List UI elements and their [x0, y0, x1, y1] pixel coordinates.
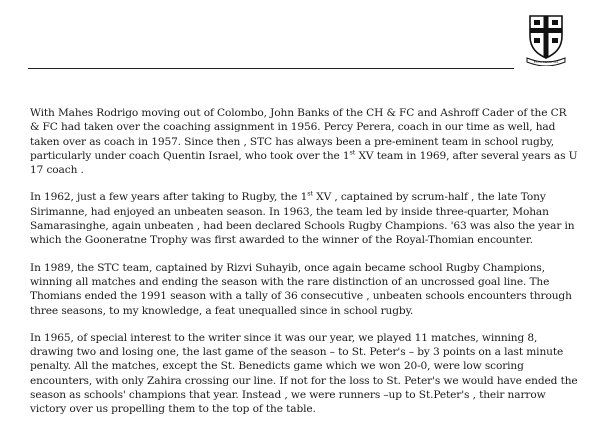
paragraph-1962-1963-seasons: In 1962, just a few years after taking to Rugby, the 1st XV , captained by scrum-half , the late Tony Sirimanne, had enjoyed an unbeaten season. In 1963, the team led by inside three-quarter, Mohan Samarasinghe, again unbeaten , had been declared Schools Rugby Champions. '63 was also the year in which the Gooneratne Trophy was first awarded to the winner of the Royal-Thomian encounter.	[30, 189, 575, 247]
paragraph-coaching-history: With Mahes Rodrigo moving out of Colombo, John Banks of the CH & FC and Ashroff Cader of the CR & FC had taken over the coaching assignment in 1956. Percy Perera, coach in our time as well, had taken over as coach in 1957. Since then , STC has always been a pre-eminent team in school rugby, particularly under coach Quentin Israel, who took over the 1st XV team in 1969, after several years as U 17 coach .	[30, 107, 578, 177]
header-divider	[28, 68, 514, 69]
article-body	[30, 106, 578, 430]
crest-motto: ESTO PERPETUA	[533, 60, 559, 65]
paragraph-1989-1991-seasons: In 1989, the STC team, captained by Rizvi Suhayib, once again became school Rugby Champions, winning all matches and ending the season with the rare distinction of an uncrossed goal line. The Thomians ended the 1991 season with a tally of 36 consecutive , unbeaten schools encounters through three seasons, to my knowledge, a feat unequalled since in school rugby.	[30, 261, 572, 317]
paragraph-1965-season: In 1965, of special interest to the writer since it was our year, we played 11 matches, winning 8, drawing two and losing one, the last game of the season – to St. Peter's – by 3 points on a last minute penalty. All the matches, except the St. Benedicts game which we won 20-0, were low scoring encounters, with only Zahira crossing our line. If not for the loss to St. Peter's we would have ended the season as schools' champions that year. Instead , we were runners –up to St.Peter's , their narrow victory over us propelling them to the top of the table.	[30, 331, 578, 416]
school-crest-shield-icon	[524, 12, 568, 66]
